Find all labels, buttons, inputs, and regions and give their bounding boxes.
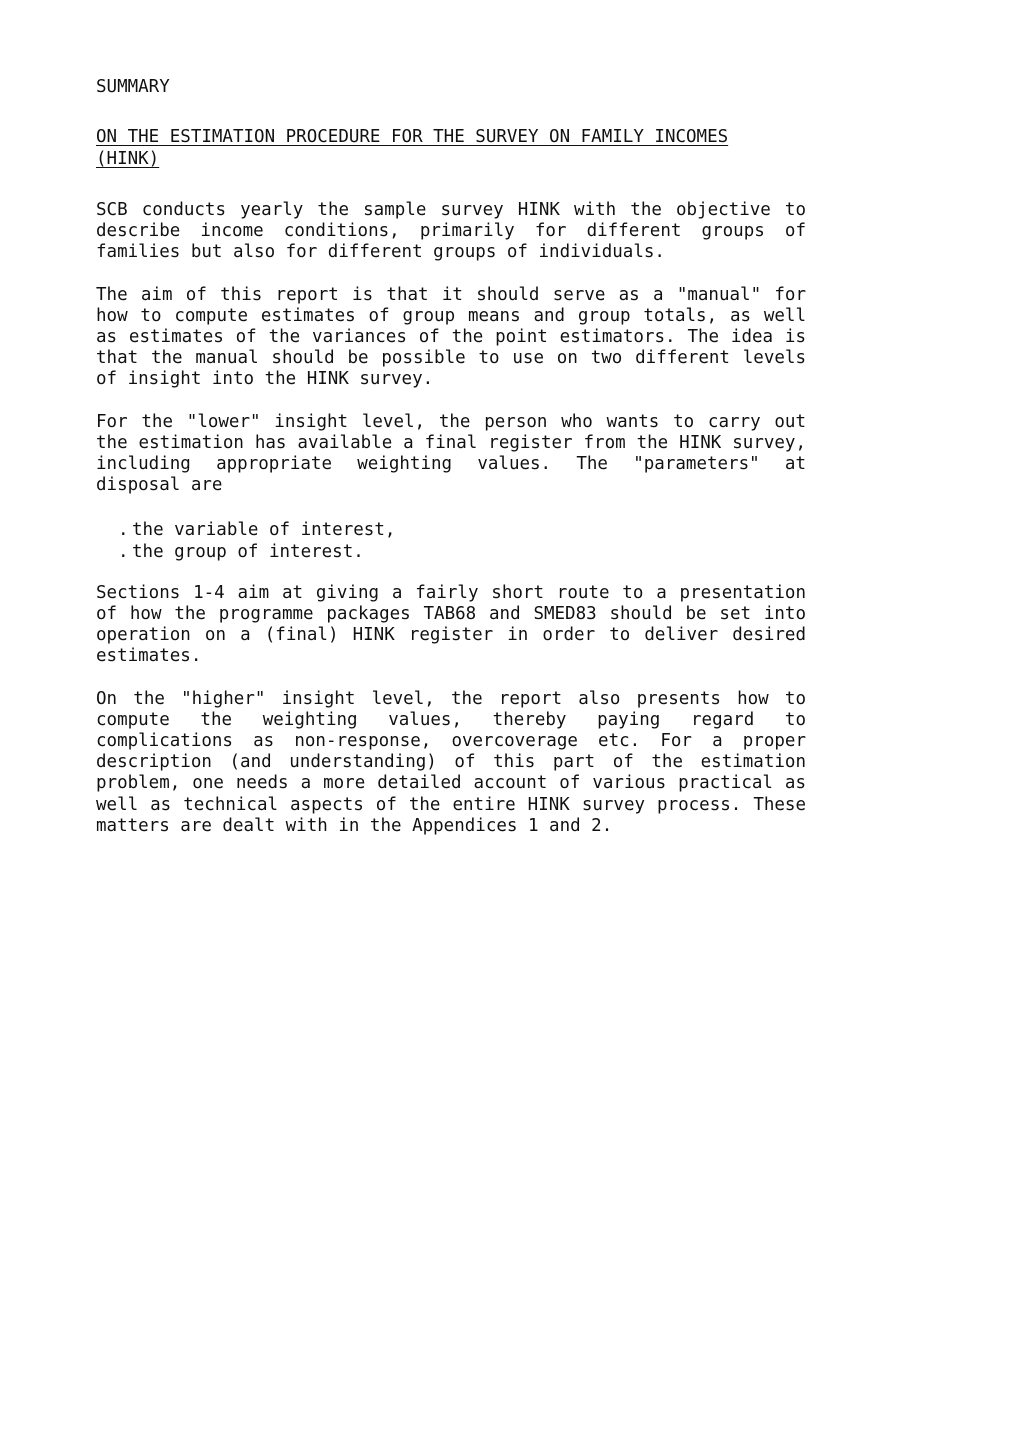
list-item <box>118 542 806 563</box>
list-item-text: the group of interest. <box>132 541 364 562</box>
list-item-text: the variable of interest, <box>132 520 396 541</box>
parameter-list <box>96 520 806 562</box>
paragraph-sections: Sections 1-4 aim at giving a fairly short route to a presentation of how the programme packages TAB68 and SMED83 should be set into operation on a (final) HINK register in order to deliver desired estimates. <box>96 582 806 667</box>
bullet-dot-icon: . <box>118 520 129 541</box>
document-title: ON THE ESTIMATION PROCEDURE FOR THE SURVEY ON FAMILY INCOMES (HINK) <box>96 127 729 169</box>
paragraph-aim: The aim of this report is that it should serve as a "manual" for how to compute estimates of group means and group totals, as well as estimates of the variances of the point estimators. The idea is that the manual should be possible to use on two different levels of insight into the HINK survey. <box>96 284 806 390</box>
bullet-dot-icon: . <box>118 541 129 562</box>
section-heading: SUMMARY <box>96 77 170 97</box>
paragraph-lower-level: For the "lower" insight level, the person who wants to carry out the estimation has available a final register from the HINK survey, including appropriate weighting values. The "parameters" at disposal are <box>96 411 806 496</box>
summary-content <box>96 76 806 837</box>
paragraph-objective: SCB conducts yearly the sample survey HINK with the objective to describe income conditions, primarily for different groups of families but also for different groups of individuals. <box>96 200 806 263</box>
list-item <box>118 520 806 541</box>
paragraph-higher-level: On the "higher" insight level, the report also presents how to compute the weighting values, thereby paying regard to complications as non-response, overcoverage etc. For a proper description (and understanding) of this part of the estimation problem, one needs a more detailed account of various practical as well as technical aspects of the entire HINK survey process. These matters are dealt with in the Appendices 1 and 2. <box>96 688 806 836</box>
